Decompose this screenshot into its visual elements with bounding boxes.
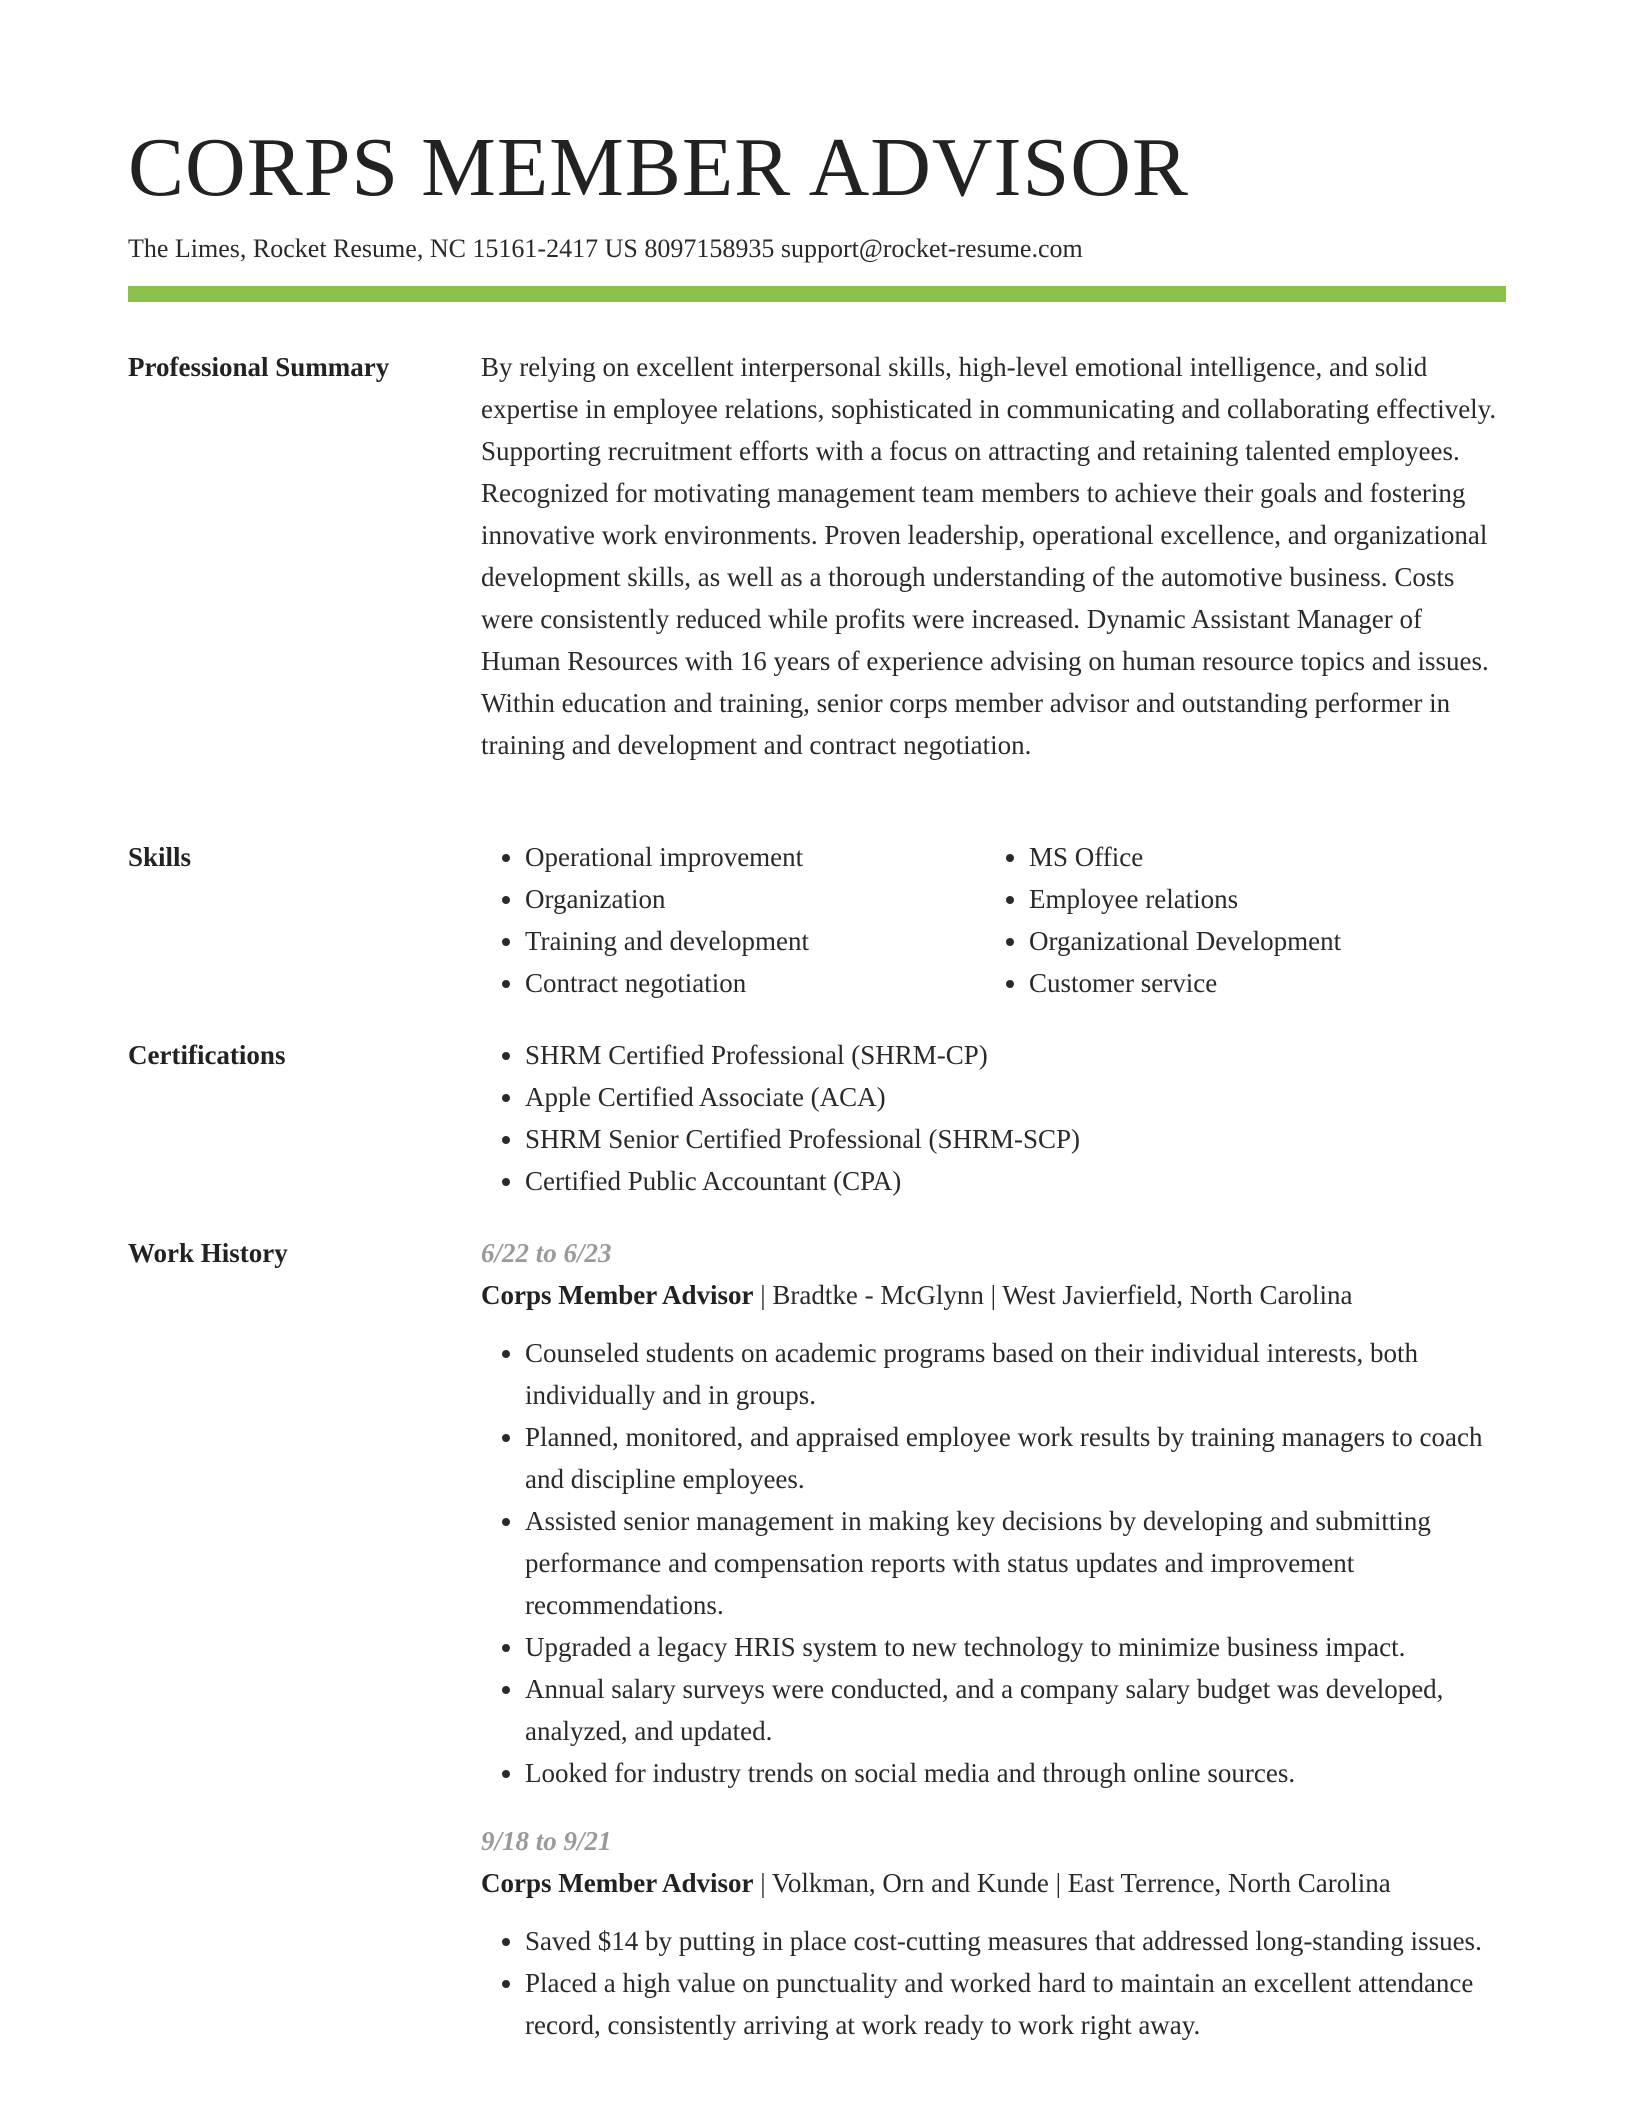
skill-item: • Training and development	[525, 920, 985, 962]
job-details: | Volkman, Orn and Kunde | East Terrence, North Carolina	[753, 1868, 1391, 1898]
job-bullets	[481, 1920, 1506, 2046]
job-entry	[481, 1232, 1506, 1794]
job-title-line	[481, 1862, 1506, 1904]
skill-item: • Operational improvement	[525, 836, 985, 878]
certifications-list	[481, 1034, 1506, 1202]
job-bullet: • Planned, monitored, and appraised employee work results by training managers to coach and discipline employees.	[525, 1416, 1506, 1500]
skills-body	[481, 836, 1506, 1004]
job-title: Corps Member Advisor	[481, 1868, 754, 1898]
job-bullet: • Placed a high value on punctuality and worked hard to maintain an excellent attendance record, consistently arriving at work ready to work right away.	[525, 1962, 1506, 2046]
resume-name: CORPS MEMBER ADVISOR	[128, 121, 1189, 214]
certifications-heading: Certifications	[128, 1040, 286, 1070]
certification-item: • SHRM Certified Professional (SHRM-CP)	[525, 1034, 1506, 1076]
skills-heading: Skills	[128, 842, 192, 872]
certification-item: • Certified Public Accountant (CPA)	[525, 1160, 1506, 1202]
job-bullets	[481, 1332, 1506, 1794]
work-history-body	[481, 1232, 1506, 2072]
skill-item: • Organizational Development	[1029, 920, 1489, 962]
accent-divider	[128, 286, 1506, 302]
skill-item: • Contract negotiation	[525, 962, 985, 1004]
skill-item: • Employee relations	[1029, 878, 1489, 920]
job-dates: 6/22 to 6/23	[481, 1238, 612, 1268]
job-dates: 9/18 to 9/21	[481, 1826, 612, 1856]
summary-text: By relying on excellent interpersonal skills, high-level emotional intelligence, and solid expertise in employee relations, sophisticated in communicating and collaborating effectively. Supporting recruitment efforts with a focus on attracting and retaining talented employees. Recognized for motivating management team members to achieve their goals and fostering innovative work environments. Proven leadership, operational excellence, and organizational development skills, as well as a thorough understanding of the automotive business. Costs were consistently reduced while profits were increased. Dynamic Assistant Manager of Human Resources with 16 years of experience advising on human resource topics and issues. Within education and training, senior corps member advisor and outstanding performer in training and development and contract negotiation.	[481, 352, 1497, 760]
job-title: Corps Member Advisor	[481, 1280, 754, 1310]
job-bullet: • Saved $14 by putting in place cost-cutting measures that addressed long-standing issues.	[525, 1920, 1506, 1962]
job-title-line	[481, 1274, 1506, 1316]
work-history-heading: Work History	[128, 1238, 288, 1268]
skills-column-2	[985, 836, 1489, 1004]
job-details: | Bradtke - McGlynn | West Javierfield, North Carolina	[753, 1280, 1353, 1310]
job-entry	[481, 1820, 1506, 2046]
summary-body	[481, 346, 1506, 766]
job-bullet: • Upgraded a legacy HRIS system to new technology to minimize business impact.	[525, 1626, 1506, 1668]
job-bullet: • Assisted senior management in making key decisions by developing and submitting performance and compensation reports with status updates and improvement recommendations.	[525, 1500, 1506, 1626]
skills-column-1	[481, 836, 985, 1004]
certification-item: • Apple Certified Associate (ACA)	[525, 1076, 1506, 1118]
certification-item: • SHRM Senior Certified Professional (SHRM-SCP)	[525, 1118, 1506, 1160]
summary-heading: Professional Summary	[128, 352, 390, 382]
skill-item: • Customer service	[1029, 962, 1489, 1004]
job-bullet: • Looked for industry trends on social media and through online sources.	[525, 1752, 1506, 1794]
skill-item: • MS Office	[1029, 836, 1489, 878]
job-bullet: • Annual salary surveys were conducted, and a company salary budget was developed, analyzed, and updated.	[525, 1668, 1506, 1752]
skill-item: • Organization	[525, 878, 985, 920]
contact-line: The Limes, Rocket Resume, NC 15161-2417 US 8097158935 support@rocket-resume.com	[128, 234, 1083, 263]
job-bullet: • Counseled students on academic programs based on their individual interests, both individually and in groups.	[525, 1332, 1506, 1416]
certifications-body	[481, 1034, 1506, 1202]
